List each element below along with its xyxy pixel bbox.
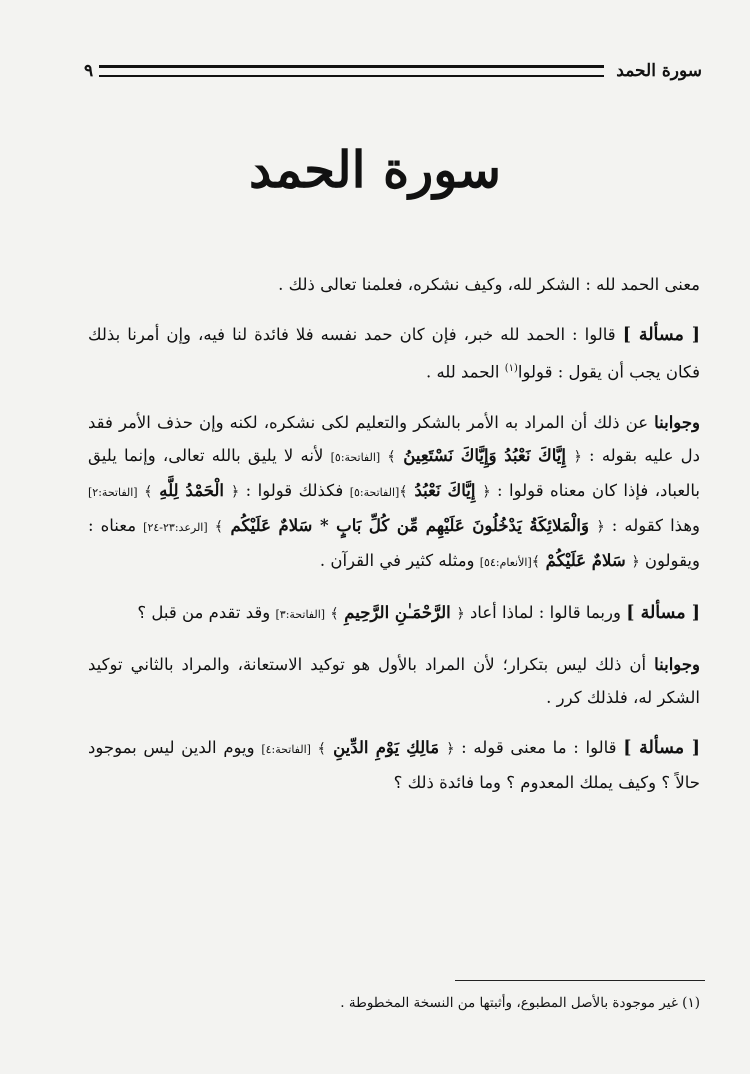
quran-verse: إِيَّاكَ نَعْبُدُ وَإِيَّاكَ نَسْتَعِينُ xyxy=(395,445,574,465)
ayah-bracket-close: ﴾ xyxy=(399,483,408,500)
paragraph-text: وقد تقدم من قبل ؟ xyxy=(137,602,276,622)
footnote: (١) غير موجودة بالأصل المطبوع، وأثبتها من النسخة المخطوطة . xyxy=(340,995,700,1011)
paragraph-text: فكذلك قولوا : xyxy=(239,480,350,500)
paragraph-text: عن ذلك أن المراد به الأمر بالشكر والتعليم لكى نشكره، لكنه وإن حذف الأمر فقد دل عليه بقوله : xyxy=(88,412,701,465)
masala-label: [ مسألة ] xyxy=(626,602,700,623)
ayah-bracket-open: ﴿ xyxy=(230,483,240,500)
quran-verse: الْحَمْدُ لِلَّهِ xyxy=(152,480,231,500)
paragraph-text: معناه : ويقولون xyxy=(88,515,700,570)
paragraph-text: وربما قالوا : لماذا أعاد xyxy=(464,602,627,622)
paragraph-intro: معنى الحمد لله : الشكر لله، وكيف نشكره، فعلمنا تعالى ذلك . xyxy=(278,275,700,294)
verse-reference: [الفاتحة:٢] xyxy=(88,485,138,499)
masala-label: [ مسألة ] xyxy=(623,737,700,758)
paragraph-text: قالوا : ما معنى قوله : xyxy=(454,737,624,757)
answer-label: وجوابنا xyxy=(654,654,700,674)
verse-reference: [الرعد:٢٣-٢٤] xyxy=(143,520,208,534)
paragraph-masala-1 xyxy=(88,318,700,389)
footnote-divider xyxy=(455,980,705,981)
ayah-bracket-open: ﴿ xyxy=(596,518,605,535)
ayah-bracket-open: ﴿ xyxy=(482,483,491,500)
paragraph-answer-1 xyxy=(88,406,700,579)
paragraph-text: وهذا كقوله : xyxy=(604,515,701,535)
quran-verse: مَالِكِ يَوْمِ الدِّينِ xyxy=(325,737,447,757)
ayah-bracket-open: ﴿ xyxy=(631,553,640,570)
footnote-marker[interactable]: (١) xyxy=(504,363,518,374)
page-number: ٩ xyxy=(84,61,94,81)
paragraph-answer-2 xyxy=(88,648,700,714)
running-header xyxy=(84,58,702,84)
paragraph-text: أن ذلك ليس بتكرار؛ لأن المراد بالأول هو توكيد الاستعانة، والمراد بالثاني توكيد الشكر له، فلذلك كرر . xyxy=(88,654,700,707)
ayah-bracket-close: ﴾ xyxy=(330,605,339,622)
verse-reference: [الفاتحة:٥] xyxy=(349,485,400,499)
header-rule xyxy=(99,65,604,77)
paragraph-text: ومثله كثير في القرآن . xyxy=(319,550,480,570)
ayah-bracket-close: ﴾ xyxy=(531,553,540,570)
quran-verse: إِيَّاكَ نَعْبُدُ xyxy=(407,480,483,500)
paragraph-masala-3 xyxy=(88,731,700,799)
paragraph-text: الحمد لله . xyxy=(425,362,505,382)
ayah-bracket-open: ﴿ xyxy=(573,448,582,465)
verse-reference: [الأنعام:٥٤] xyxy=(479,555,532,569)
paragraph-masala-2 xyxy=(88,596,700,631)
masala-label: [ مسألة ] xyxy=(622,325,700,345)
ayah-bracket-close: ﴾ xyxy=(144,483,153,500)
verse-reference: [الفاتحة:٣] xyxy=(275,607,326,621)
ayah-bracket-open: ﴿ xyxy=(456,605,465,622)
paragraph-text: ويوم الدين ليس بموجود حالاً ؟ وكيف يملك المعدوم ؟ وما فائدة ذلك ؟ xyxy=(88,737,700,792)
verse-reference: [الفاتحة:٤] xyxy=(261,742,311,756)
ayah-bracket-open: ﴿ xyxy=(446,740,455,757)
quran-verse: سَلامٌ عَلَيْكُمْ xyxy=(539,550,632,570)
answer-label: وجوابنا xyxy=(654,412,700,432)
header-title: سورة الحمد xyxy=(616,61,702,81)
body-text xyxy=(88,268,700,816)
paragraph-text: قالوا : الحمد لله خبر، فإن كان حمد نفسه فلا فائدة لنا فيه، وإن أمرنا بذلك فكان يجب أن يقول : قولوا xyxy=(88,325,700,382)
ayah-bracket-close: ﴾ xyxy=(387,448,396,465)
paragraph-text: لأنه لا يليق بالله تعالى، وإنما يليق بالعباد، فإذا كان معناه قولوا : xyxy=(88,445,700,500)
quran-verse: الرَّحْمَـٰنِ الرَّحِيمِ xyxy=(338,602,457,622)
surah-title: سورة الحمد xyxy=(248,140,502,199)
quran-verse: وَالْمَلائِكَةُ يَدْخُلُونَ عَلَيْهِم مِّن كُلِّ بَابٍ * سَلامٌ عَلَيْكُم xyxy=(222,515,597,535)
verse-reference: [الفاتحة:٥] xyxy=(330,450,381,464)
ayah-bracket-close: ﴾ xyxy=(317,740,326,757)
ayah-bracket-close: ﴾ xyxy=(214,518,223,535)
